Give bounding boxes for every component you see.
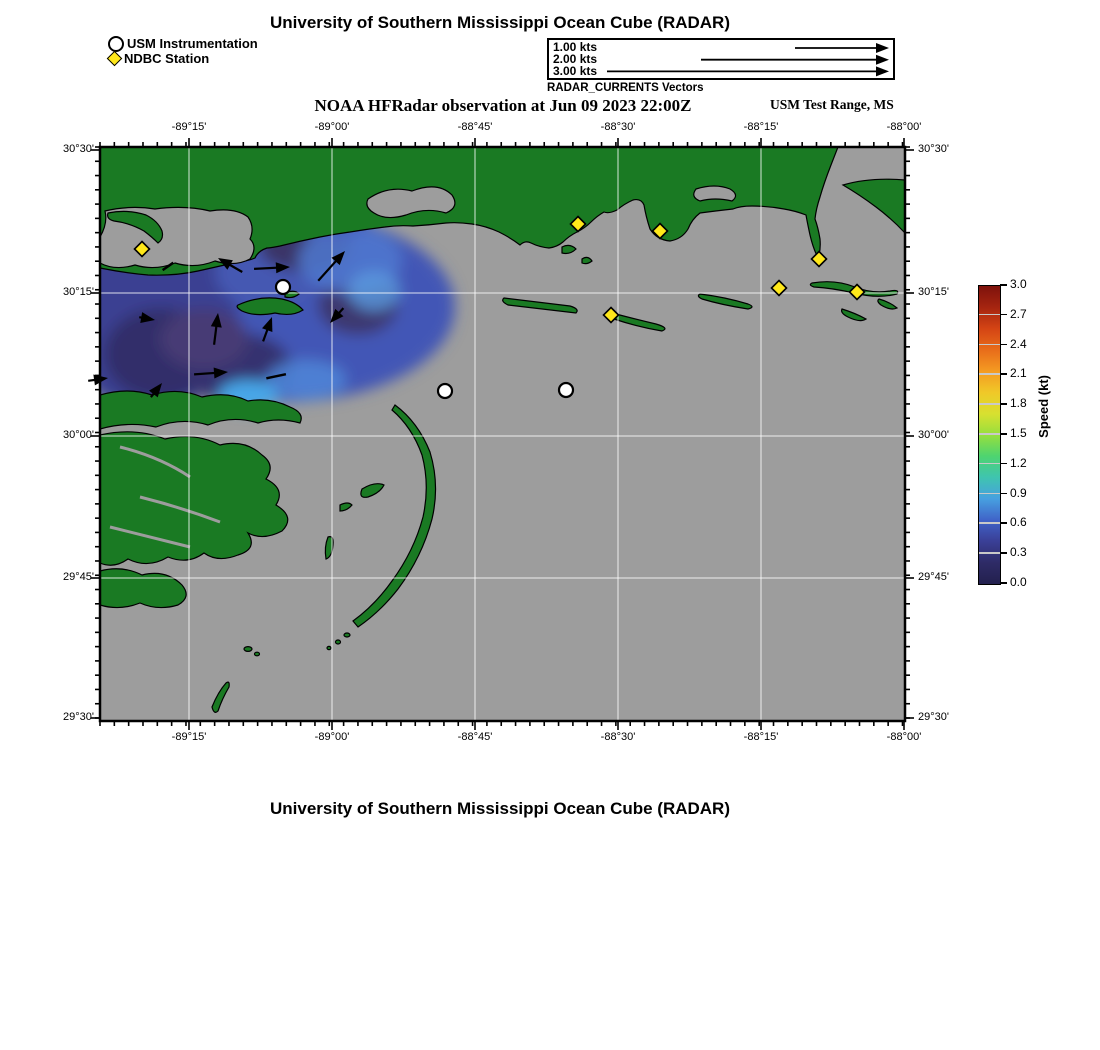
legend-label: USM Instrumentation <box>127 36 258 51</box>
x-axis-label-bottom: -88°30' <box>600 731 636 743</box>
colorbar-tick <box>1000 552 1007 554</box>
colorbar-tick-label: 3.0 <box>1010 277 1027 291</box>
y-axis-label-right: 29°45' <box>918 571 949 583</box>
y-axis-label-left: 30°00' <box>63 429 94 441</box>
scale-row-label: 3.00 kts <box>553 64 598 78</box>
colorbar <box>978 285 1001 585</box>
legend-item-usm <box>108 36 258 51</box>
colorbar-crossline <box>979 373 1000 375</box>
colorbar-tick <box>1000 373 1007 375</box>
colorbar-tick-label: 0.6 <box>1010 515 1027 530</box>
colorbar-tick <box>1000 463 1007 465</box>
colorbar-tick-label: 0.0 <box>1010 575 1027 589</box>
x-axis-label-top: -88°00' <box>886 121 922 133</box>
colorbar-crossline <box>979 493 1000 495</box>
colorbar-tick-label: 2.4 <box>1010 336 1027 351</box>
colorbar-crossline <box>979 344 1000 346</box>
x-axis-label-bottom: -88°15' <box>743 731 779 743</box>
scale-arrows <box>549 40 893 78</box>
scale-arrow <box>876 43 889 53</box>
x-axis-label-bottom: -89°15' <box>171 731 207 743</box>
colorbar-tick-label: 2.7 <box>1010 306 1027 321</box>
colorbar-tick <box>1000 582 1007 584</box>
y-axis-label-left: 29°30' <box>63 711 94 723</box>
y-axis-label-left: 30°30' <box>63 143 94 155</box>
colorbar-crossline <box>979 522 1000 524</box>
usm-station-marker <box>276 280 290 294</box>
y-axis-label-left: 30°15' <box>63 286 94 298</box>
colorbar-tick-label: 0.9 <box>1010 485 1027 500</box>
estuary-channels <box>694 186 736 201</box>
x-axis-label-top: -89°15' <box>171 121 207 133</box>
x-axis-label-top: -88°45' <box>457 121 493 133</box>
y-axis-label-right: 29°30' <box>918 711 949 723</box>
chandeleur-dot <box>344 633 350 637</box>
colorbar-tick <box>1000 344 1007 346</box>
colorbar-tick <box>1000 433 1007 435</box>
x-axis-label-bottom: -89°00' <box>314 731 350 743</box>
colorbar-crossline <box>979 403 1000 405</box>
vector-scale-box <box>547 38 895 80</box>
colorbar-tick-label: 1.5 <box>1010 426 1027 440</box>
y-axis-label-right: 30°00' <box>918 429 949 441</box>
colorbar-tick <box>1000 493 1007 495</box>
colorbar-crossline <box>979 314 1000 316</box>
usm-station-marker <box>559 383 573 397</box>
page-title: University of Southern Mississippi Ocean Cube (RADAR) <box>269 13 730 32</box>
colorbar-tick-label: 1.8 <box>1010 396 1027 411</box>
map-legend <box>108 36 258 66</box>
scale-row-label: 1.00 kts <box>553 40 598 54</box>
footer-title: University of Southern Mississippi Ocean Cube (RADAR) <box>269 799 730 818</box>
diamond-icon <box>107 51 123 67</box>
scale-arrow <box>876 55 889 65</box>
colorbar-tick <box>1000 314 1007 316</box>
range-label: USM Test Range, MS <box>770 97 894 112</box>
legend-item-ndbc <box>108 51 258 66</box>
x-axis-label-top: -89°00' <box>314 121 350 133</box>
x-axis-label-top: -88°30' <box>600 121 636 133</box>
map-plot <box>100 147 905 721</box>
scale-caption: RADAR_CURRENTS Vectors <box>547 82 704 94</box>
colorbar-tick-label: 1.2 <box>1010 455 1027 470</box>
colorbar-crossline <box>979 463 1000 465</box>
south-dot <box>255 652 260 656</box>
chandeleur-dot <box>327 646 331 649</box>
colorbar-tick-label: 2.1 <box>1010 366 1027 381</box>
y-axis-label-right: 30°15' <box>918 286 949 298</box>
usm-station-marker <box>438 384 452 398</box>
x-axis-label-bottom: -88°45' <box>457 731 493 743</box>
colorbar-tick <box>1000 403 1007 405</box>
south-dot <box>244 647 252 652</box>
observation-subtitle: NOAA HFRadar observation at Jun 09 2023 22:00Z <box>314 96 692 115</box>
colorbar-crossline <box>979 552 1000 554</box>
colorbar-crossline <box>979 433 1000 435</box>
y-axis-label-right: 30°30' <box>918 143 949 155</box>
y-axis-label-left: 29°45' <box>63 571 94 583</box>
chandeleur-dot <box>336 640 341 644</box>
circle-icon <box>108 36 124 52</box>
colorbar-tick <box>1000 284 1007 286</box>
scale-arrow <box>876 66 889 76</box>
colorbar-tick <box>1000 522 1007 524</box>
legend-label: NDBC Station <box>124 51 210 66</box>
x-axis-label-bottom: -88°00' <box>886 731 922 743</box>
colorbar-title: Speed (kt) <box>1036 375 1051 438</box>
x-axis-label-top: -88°15' <box>743 121 779 133</box>
scale-row-label: 2.00 kts <box>553 52 598 66</box>
colorbar-tick-label: 0.3 <box>1010 545 1027 560</box>
